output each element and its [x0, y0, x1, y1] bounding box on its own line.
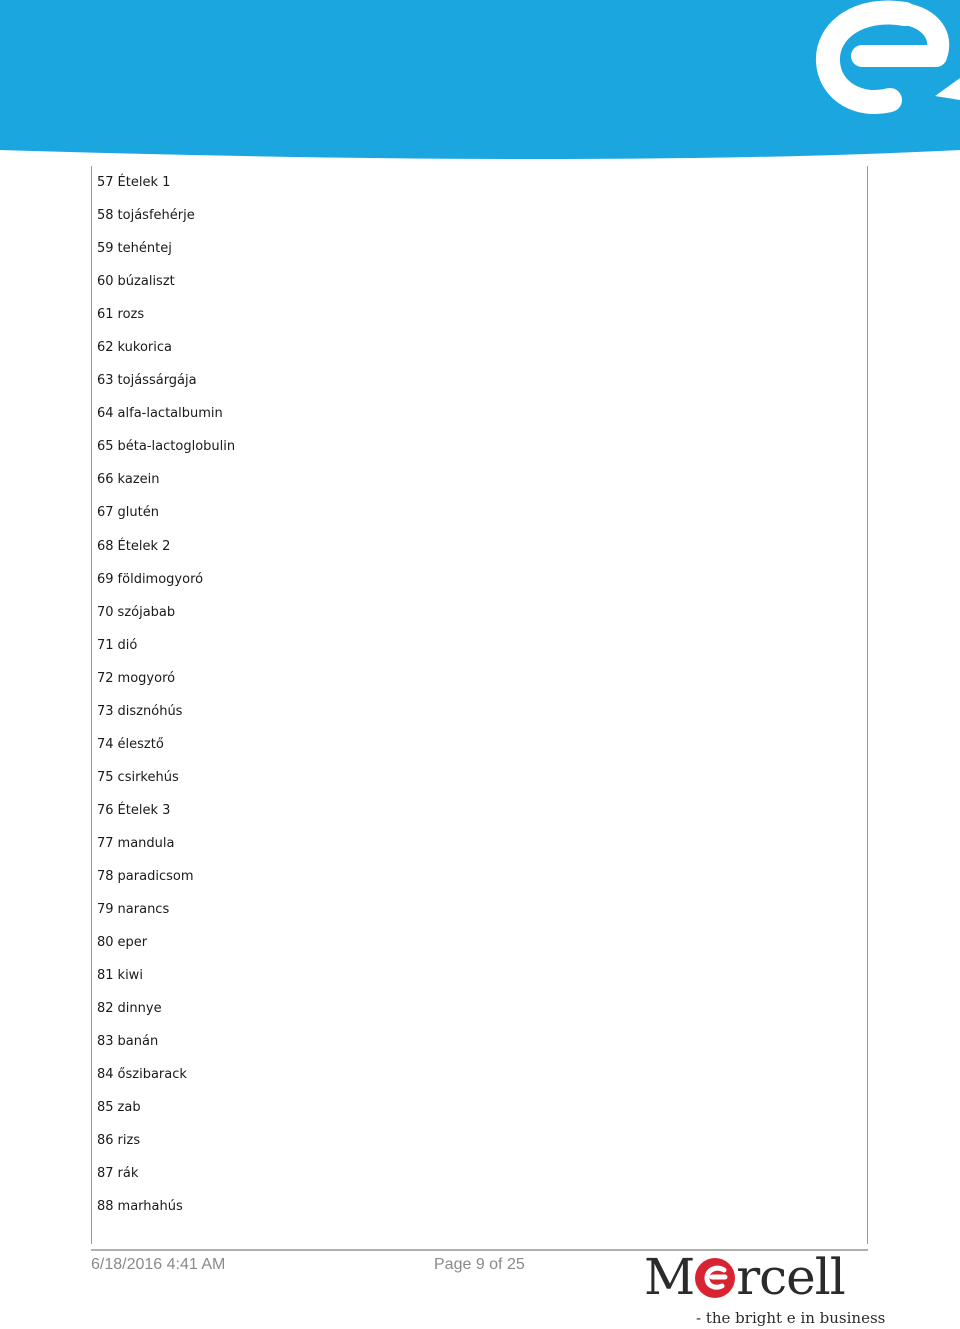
item-number: 68	[97, 538, 114, 554]
item-number: 73	[97, 703, 114, 719]
logo-word-start: M	[644, 1248, 695, 1306]
item-number: 65	[97, 439, 114, 455]
item-label: földimogyoró	[117, 571, 204, 587]
item-label: csirkehús	[117, 769, 179, 785]
item-label: dinnye	[117, 1001, 162, 1017]
item-number: 61	[97, 307, 114, 323]
item-label: tojásfehérje	[117, 208, 195, 224]
list-item	[97, 205, 235, 238]
item-label: glutén	[117, 505, 159, 521]
item-label: élesztő	[117, 736, 164, 752]
item-number: 70	[97, 604, 114, 620]
content-frame	[91, 166, 868, 1244]
header-band	[0, 0, 960, 162]
item-number: 87	[97, 1166, 114, 1182]
item-label: alfa-lactalbumin	[117, 406, 223, 422]
item-label: Ételek 3	[117, 802, 171, 818]
item-label: Ételek 1	[117, 175, 171, 190]
list-item	[97, 1196, 235, 1229]
list-item	[97, 1163, 235, 1196]
item-number: 58	[97, 208, 114, 224]
item-number: 71	[97, 637, 114, 653]
list-item	[97, 569, 235, 602]
item-number: 82	[97, 1001, 114, 1017]
item-label: tehéntej	[117, 241, 172, 257]
item-number: 76	[97, 802, 114, 818]
logo-tagline: - the bright e in business	[696, 1309, 886, 1327]
item-number: 72	[97, 670, 114, 686]
item-label: mandula	[117, 835, 175, 851]
item-number: 86	[97, 1133, 114, 1149]
list-item	[97, 734, 235, 767]
item-number: 75	[97, 769, 114, 785]
item-number: 69	[97, 571, 114, 587]
footer-date: 6/18/2016 4:41 AM	[91, 1256, 226, 1273]
item-number: 88	[97, 1199, 114, 1215]
item-number: 77	[97, 835, 114, 851]
item-label: paradicsom	[117, 868, 194, 884]
item-number: 83	[97, 1034, 114, 1050]
list-item	[97, 602, 235, 635]
item-label: rizs	[117, 1133, 141, 1149]
item-number: 74	[97, 736, 114, 752]
list-item	[97, 701, 235, 734]
item-number: 60	[97, 274, 114, 290]
list-item	[97, 800, 235, 833]
list-item	[97, 469, 235, 502]
item-label: kazein	[117, 472, 160, 488]
item-label: dió	[117, 637, 138, 653]
list-item	[97, 403, 235, 436]
item-number: 80	[97, 935, 114, 951]
item-label: kukorica	[117, 340, 173, 356]
item-number: 64	[97, 406, 114, 422]
item-label: rozs	[117, 307, 145, 323]
item-label: narancs	[117, 902, 170, 918]
item-number: 81	[97, 968, 114, 984]
footer-page-number: Page 9 of 25	[434, 1256, 525, 1273]
list-item	[97, 899, 235, 932]
item-label: rák	[117, 1166, 139, 1182]
list-item	[97, 536, 235, 569]
item-label: eper	[117, 935, 148, 951]
item-number: 62	[97, 340, 114, 356]
list-item	[97, 965, 235, 998]
item-number: 85	[97, 1100, 114, 1116]
list-item	[97, 635, 235, 668]
item-label: kiwi	[117, 968, 143, 984]
list-item	[97, 172, 235, 205]
item-label: mogyoró	[117, 670, 176, 686]
item-label: disznóhús	[117, 703, 183, 719]
item-label: tojássárgája	[117, 373, 197, 389]
allergen-list	[97, 172, 235, 1230]
item-number: 78	[97, 868, 114, 884]
header-band-graphic	[0, 0, 960, 162]
list-item	[97, 932, 235, 965]
item-label: búzaliszt	[117, 274, 175, 290]
logo-wordmark	[644, 1248, 845, 1306]
list-item	[97, 767, 235, 800]
item-label: banán	[117, 1034, 159, 1050]
list-item	[97, 271, 235, 304]
marcell-logo	[644, 1248, 886, 1329]
item-label: Ételek 2	[117, 538, 171, 554]
list-item	[97, 370, 235, 403]
item-label: béta-lactoglobulin	[117, 439, 236, 455]
list-item	[97, 668, 235, 701]
logo-word-end: rcell	[736, 1248, 845, 1306]
item-number: 59	[97, 241, 114, 257]
item-label: őszibarack	[117, 1067, 187, 1083]
item-number: 63	[97, 373, 114, 389]
list-item	[97, 436, 235, 469]
list-item	[97, 337, 235, 370]
list-item	[97, 1031, 235, 1064]
list-item	[97, 833, 235, 866]
list-item	[97, 238, 235, 271]
list-item	[97, 1130, 235, 1163]
item-number: 84	[97, 1067, 114, 1083]
logo-e-icon	[695, 1258, 735, 1298]
item-number: 66	[97, 472, 114, 488]
item-number: 67	[97, 505, 114, 521]
list-item	[97, 1097, 235, 1130]
list-item	[97, 1064, 235, 1097]
item-label: szójabab	[117, 604, 176, 620]
list-item	[97, 866, 235, 899]
item-number: 79	[97, 902, 114, 918]
item-label: marhahús	[117, 1199, 183, 1215]
list-item	[97, 304, 235, 337]
item-number: 57	[97, 175, 114, 190]
list-item	[97, 998, 235, 1031]
item-label: zab	[117, 1100, 141, 1116]
list-item	[97, 502, 235, 535]
